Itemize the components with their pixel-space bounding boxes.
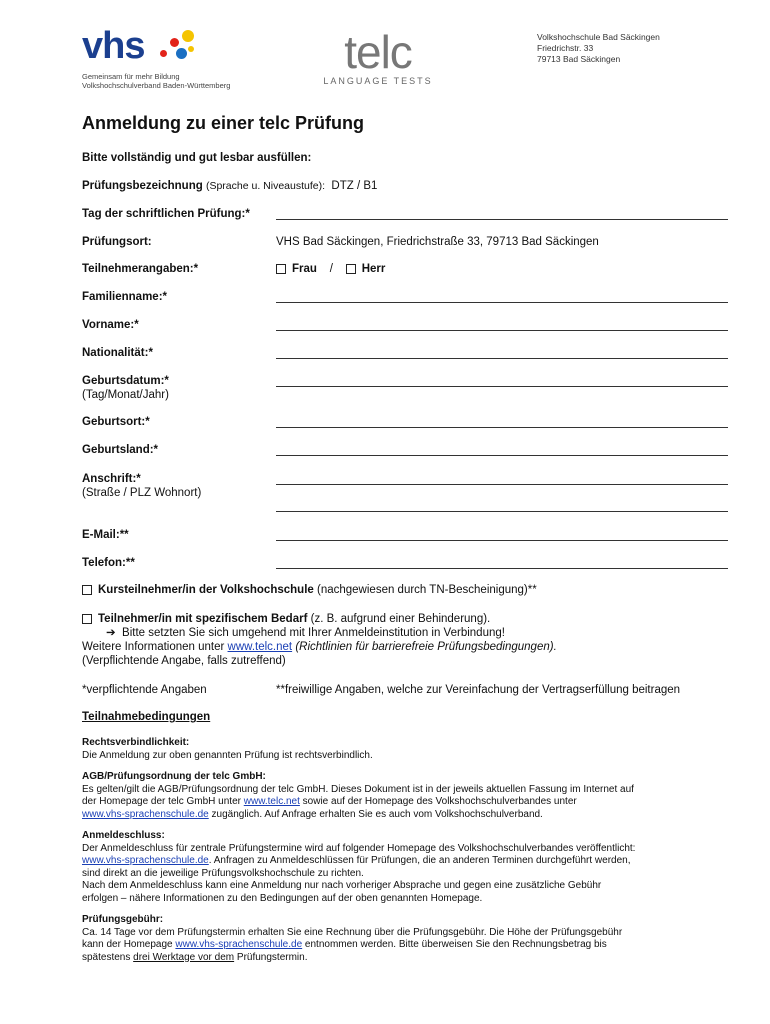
gender-separator: /: [329, 263, 333, 275]
section-title: Prüfungsgebühr:: [82, 914, 164, 925]
section-text: Prüfungstermin.: [236, 951, 308, 963]
geburtsort-field[interactable]: [276, 427, 728, 428]
exam-label: Prüfungsbezeichnung: [82, 180, 203, 192]
written-date-field[interactable]: [276, 219, 728, 220]
herr-label: Herr: [361, 263, 386, 275]
nationalitaet-field[interactable]: [276, 358, 728, 359]
kurs-checkbox[interactable]: [82, 585, 92, 595]
section-title: Rechtsverbindlichkeit:: [82, 737, 190, 748]
nationalitaet-label: Nationalität:*: [82, 347, 153, 359]
conditions-title: Teilnahmebedingungen: [82, 711, 211, 723]
section-text: spätestens: [82, 951, 131, 963]
conditions-body: [82, 737, 732, 964]
kurs-label: Kursteilnehmer/in der Volkshochschule: [98, 584, 314, 596]
bedarf-contact-note: Bitte setzten Sie sich umgehend mit Ihrer Anmeldeinstitution in Verbindung!: [122, 627, 505, 639]
logo-dot-yellow: [182, 30, 194, 42]
section-text: Ca. 14 Tage vor dem Prüfungstermin erhalten Sie eine Rechnung über die Prüfungsgebühr. Die Höhe der Prüfungsgebühr: [82, 926, 623, 938]
page-title: Anmeldung zu einer telc Prüfung: [82, 113, 365, 133]
familienname-field[interactable]: [276, 302, 728, 303]
bedarf-option: [82, 612, 557, 668]
section-text: kann der Homepage: [82, 939, 173, 950]
telefon-label: Telefon:**: [82, 557, 135, 569]
geburtsland-label: Geburtsland:*: [82, 444, 159, 456]
arrow-icon: ➔: [106, 627, 116, 639]
vhs-link[interactable]: www.vhs-sprachenschule.de: [82, 808, 209, 820]
participant-label: Teilnehmerangaben:*: [82, 263, 199, 275]
geburtsdatum-label: Geburtsdatum:*: [82, 375, 169, 387]
geburtsland-field[interactable]: [276, 455, 728, 456]
email-label: E-Mail:**: [82, 529, 129, 541]
telc-logo-word: telc: [344, 26, 412, 78]
address-line: Volkshochschule Bad Säckingen: [537, 32, 660, 42]
info-last: (Verpflichtende Angabe, falls zutreffend): [82, 655, 286, 667]
vorname-label: Vorname:*: [82, 319, 139, 331]
anschrift-label: Anschrift:*: [82, 473, 141, 485]
section-text: Die Anmeldung zur oben genannten Prüfung ist rechtsverbindlich.: [82, 749, 373, 761]
exam-hint: (Sprache u. Niveaustufe):: [205, 180, 326, 192]
section-text: der Homepage der telc GmbH unter: [82, 796, 241, 807]
anschrift-field-1[interactable]: [276, 484, 728, 485]
section-text: entnommen werden. Bitte überweisen Sie den Rechnungsbetrag bis: [304, 939, 607, 950]
footnote-required: *verpflichtende Angaben: [82, 684, 207, 696]
deadline-text: drei Werktage vor dem: [133, 951, 235, 963]
bedarf-checkbox[interactable]: [82, 614, 92, 624]
familienname-label: Familienname:*: [82, 291, 167, 303]
section-text: Es gelten/gilt die AGB/Prüfungsordnung der telc GmbH. Dieses Dokument ist in der jeweils aktuellen Fassung im Internet auf: [82, 783, 634, 795]
location-value: VHS Bad Säckingen, Friedrichstraße 33, 79713 Bad Säckingen: [276, 236, 599, 248]
gender-options: [276, 263, 385, 275]
written-date-label: Tag der schriftlichen Prüfung:*: [82, 208, 250, 220]
logo-dot-red: [170, 38, 179, 47]
section-title: Anmeldeschluss:: [82, 830, 165, 841]
section-text: . Anfragen zu Anmeldeschlüssen für Prüfungen, die an anderen Terminen durchgeführt werden,: [208, 855, 631, 866]
vhs-association: Volkshochschulverband Baden-Württemberg: [82, 81, 231, 90]
section-text: sowie auf der Homepage des Volkshochschulverbandes unter: [302, 796, 577, 807]
geburtsdatum-hint: (Tag/Monat/Jahr): [82, 389, 169, 401]
telc-logo: [323, 26, 433, 90]
section-text: erfolgen – nähere Informationen zu den Bedingungen auf der oben genannten Homepage.: [82, 892, 483, 904]
kurs-note: (nachgewiesen durch TN-Bescheinigung)**: [317, 584, 537, 596]
geburtsort-label: Geburtsort:*: [82, 416, 150, 428]
footnote-optional: **freiwillige Angaben, welche zur Vereinfachung der Vertragserfüllung beitragen: [276, 684, 681, 696]
frau-checkbox[interactable]: [276, 264, 286, 274]
telc-logo-subtitle: LANGUAGE TESTS: [323, 76, 433, 86]
vhs-logo: [82, 25, 252, 90]
exam-row: [82, 180, 377, 192]
anschrift-field-2[interactable]: [276, 511, 728, 512]
section-text: sind direkt an die jeweilige Prüfungsvolkshochschule zu richten.: [82, 867, 364, 879]
section-title: AGB/Prüfungsordnung der telc GmbH:: [82, 771, 266, 782]
telefon-field[interactable]: [276, 568, 728, 569]
vhs-link[interactable]: www.vhs-sprachenschule.de: [175, 939, 303, 950]
geburtsdatum-field[interactable]: [276, 386, 728, 387]
location-label: Prüfungsort:: [82, 236, 152, 248]
section-text: Nach dem Anmeldeschluss kann eine Anmeldung nur nach vorheriger Absprache und gegen eine zusätzliche Gebühr: [82, 880, 602, 891]
school-address: [537, 32, 660, 65]
bedarf-note: (z. B. aufgrund einer Behinderung).: [310, 613, 491, 625]
vorname-field[interactable]: [276, 330, 728, 331]
logo-dot-red2: [160, 50, 167, 57]
instruction: Bitte vollständig und gut lesbar ausfüllen:: [82, 152, 312, 164]
vhs-tagline: Gemeinsam für mehr Bildung: [82, 72, 180, 81]
vhs-logo-word: vhs: [82, 25, 145, 67]
logo-dot-yellow2: [188, 46, 194, 52]
kurs-option: [82, 584, 537, 596]
email-field[interactable]: [276, 540, 728, 541]
exam-value: DTZ / B1: [331, 180, 378, 192]
bedarf-label: Teilnehmer/in mit spezifischem Bedarf: [98, 613, 308, 625]
address-line: Friedrichstr. 33: [537, 43, 594, 53]
herr-checkbox[interactable]: [346, 264, 356, 274]
vhs-link[interactable]: www.vhs-sprachenschule.de: [82, 855, 209, 866]
telc-link[interactable]: www.telc.net: [227, 641, 293, 653]
anschrift-hint: (Straße / PLZ Wohnort): [82, 487, 202, 499]
info-italic: (Richtlinien für barrierefreie Prüfungsbedingungen).: [295, 641, 557, 653]
section-text: Der Anmeldeschluss für zentrale Prüfungstermine wird auf folgender Homepage des Volkshochschulverbandes veröffentlicht:: [82, 842, 636, 854]
address-line: 79713 Bad Säckingen: [537, 54, 621, 64]
telc-link[interactable]: www.telc.net: [243, 796, 300, 807]
frau-label: Frau: [292, 263, 317, 275]
info-prefix: Weitere Informationen unter: [82, 641, 225, 653]
section-text: zugänglich. Auf Anfrage erhalten Sie es auch vom Volkshochschulverband.: [211, 808, 543, 820]
logo-dot-blue: [176, 48, 187, 59]
